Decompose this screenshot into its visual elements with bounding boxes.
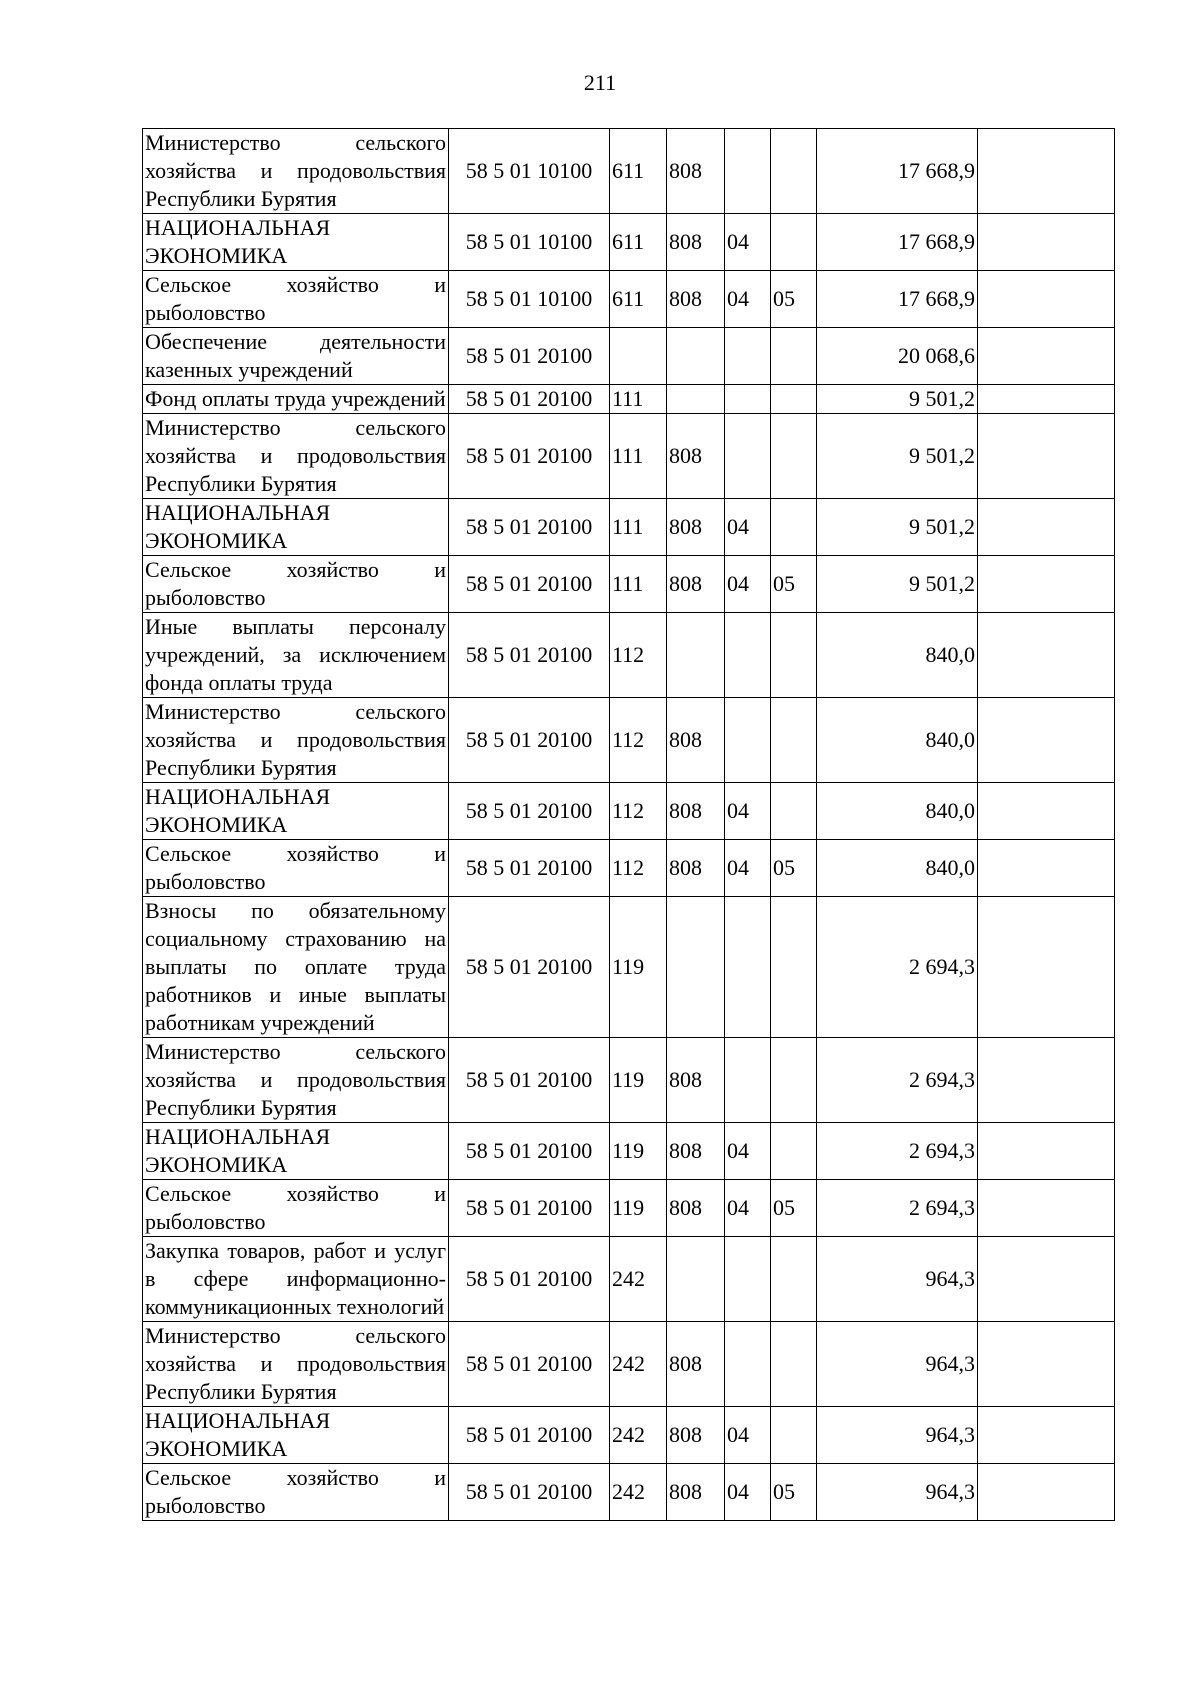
cell-target-code: 58 5 01 20100 bbox=[449, 897, 610, 1038]
cell-section bbox=[725, 1322, 771, 1407]
cell-amount: 9 501,2 bbox=[817, 414, 978, 499]
cell-subsection bbox=[771, 1407, 817, 1464]
budget-table bbox=[142, 128, 1115, 1521]
cell-administrator: 808 bbox=[667, 1464, 725, 1521]
cell-target-code: 58 5 01 20100 bbox=[449, 1180, 610, 1237]
cell-name: Министерство сельского хозяйства и продовольствия Республики Бурятия bbox=[143, 414, 449, 499]
cell-amount: 964,3 bbox=[817, 1464, 978, 1521]
cell-subsection bbox=[771, 414, 817, 499]
cell-expense-type bbox=[610, 328, 667, 385]
cell-subsection bbox=[771, 613, 817, 698]
cell-expense-type: 119 bbox=[610, 1123, 667, 1180]
cell-subsection: 05 bbox=[771, 271, 817, 328]
cell-target-code: 58 5 01 20100 bbox=[449, 414, 610, 499]
cell-expense-type: 112 bbox=[610, 613, 667, 698]
cell-target-code: 58 5 01 20100 bbox=[449, 783, 610, 840]
cell-administrator: 808 bbox=[667, 214, 725, 271]
cell-target-code: 58 5 01 20100 bbox=[449, 1123, 610, 1180]
table-row bbox=[143, 129, 1115, 214]
cell-section bbox=[725, 328, 771, 385]
cell-amount: 9 501,2 bbox=[817, 556, 978, 613]
table-body bbox=[143, 129, 1115, 1521]
cell-section bbox=[725, 897, 771, 1038]
cell-expense-type: 119 bbox=[610, 897, 667, 1038]
cell-amount: 2 694,3 bbox=[817, 1038, 978, 1123]
cell-section bbox=[725, 385, 771, 414]
cell-amount: 964,3 bbox=[817, 1322, 978, 1407]
cell-section: 04 bbox=[725, 1464, 771, 1521]
cell-section: 04 bbox=[725, 783, 771, 840]
cell-extra bbox=[978, 214, 1115, 271]
cell-extra bbox=[978, 783, 1115, 840]
cell-administrator bbox=[667, 613, 725, 698]
cell-extra bbox=[978, 1123, 1115, 1180]
cell-extra bbox=[978, 840, 1115, 897]
cell-name: Закупка товаров, работ и услуг в сфере информационно-коммуникационных технологий bbox=[143, 1237, 449, 1322]
cell-subsection: 05 bbox=[771, 1464, 817, 1521]
cell-amount: 840,0 bbox=[817, 783, 978, 840]
cell-section: 04 bbox=[725, 1407, 771, 1464]
cell-subsection bbox=[771, 1038, 817, 1123]
cell-target-code: 58 5 01 20100 bbox=[449, 499, 610, 556]
cell-section: 04 bbox=[725, 1180, 771, 1237]
table-row bbox=[143, 499, 1115, 556]
cell-amount: 9 501,2 bbox=[817, 385, 978, 414]
cell-name: Фонд оплаты труда учреждений bbox=[143, 385, 449, 414]
cell-section bbox=[725, 698, 771, 783]
cell-extra bbox=[978, 414, 1115, 499]
table-row bbox=[143, 414, 1115, 499]
cell-extra bbox=[978, 1180, 1115, 1237]
cell-extra bbox=[978, 1322, 1115, 1407]
cell-expense-type: 611 bbox=[610, 271, 667, 328]
table-row bbox=[143, 1464, 1115, 1521]
cell-subsection bbox=[771, 698, 817, 783]
cell-amount: 2 694,3 bbox=[817, 1180, 978, 1237]
cell-target-code: 58 5 01 20100 bbox=[449, 1322, 610, 1407]
table-row bbox=[143, 1407, 1115, 1464]
cell-target-code: 58 5 01 20100 bbox=[449, 1407, 610, 1464]
cell-administrator bbox=[667, 1237, 725, 1322]
cell-expense-type: 611 bbox=[610, 129, 667, 214]
cell-subsection bbox=[771, 214, 817, 271]
cell-extra bbox=[978, 698, 1115, 783]
cell-section: 04 bbox=[725, 214, 771, 271]
cell-section bbox=[725, 1237, 771, 1322]
cell-expense-type: 119 bbox=[610, 1038, 667, 1123]
cell-subsection bbox=[771, 129, 817, 214]
cell-name: Министерство сельского хозяйства и продовольствия Республики Бурятия bbox=[143, 129, 449, 214]
table-row bbox=[143, 1038, 1115, 1123]
cell-section bbox=[725, 414, 771, 499]
cell-section: 04 bbox=[725, 556, 771, 613]
cell-administrator bbox=[667, 385, 725, 414]
cell-name: НАЦИОНАЛЬНАЯ ЭКОНОМИКА bbox=[143, 499, 449, 556]
cell-expense-type: 242 bbox=[610, 1237, 667, 1322]
table-row bbox=[143, 1180, 1115, 1237]
cell-name: Министерство сельского хозяйства и продовольствия Республики Бурятия bbox=[143, 1038, 449, 1123]
cell-target-code: 58 5 01 20100 bbox=[449, 1237, 610, 1322]
cell-expense-type: 242 bbox=[610, 1407, 667, 1464]
cell-extra bbox=[978, 1237, 1115, 1322]
cell-extra bbox=[978, 385, 1115, 414]
cell-subsection: 05 bbox=[771, 840, 817, 897]
cell-name: Обеспечение деятельности казенных учреждений bbox=[143, 328, 449, 385]
cell-target-code: 58 5 01 20100 bbox=[449, 1464, 610, 1521]
cell-expense-type: 112 bbox=[610, 783, 667, 840]
cell-name: Министерство сельского хозяйства и продовольствия Республики Бурятия bbox=[143, 698, 449, 783]
cell-administrator: 808 bbox=[667, 783, 725, 840]
cell-target-code: 58 5 01 20100 bbox=[449, 556, 610, 613]
table-row bbox=[143, 1322, 1115, 1407]
cell-expense-type: 119 bbox=[610, 1180, 667, 1237]
table-row bbox=[143, 840, 1115, 897]
cell-extra bbox=[978, 556, 1115, 613]
cell-subsection bbox=[771, 1123, 817, 1180]
cell-name: Сельское хозяйство и рыболовство bbox=[143, 840, 449, 897]
cell-subsection: 05 bbox=[771, 556, 817, 613]
cell-subsection bbox=[771, 328, 817, 385]
cell-amount: 2 694,3 bbox=[817, 1123, 978, 1180]
cell-expense-type: 112 bbox=[610, 698, 667, 783]
cell-administrator bbox=[667, 328, 725, 385]
cell-administrator: 808 bbox=[667, 1123, 725, 1180]
cell-name: Сельское хозяйство и рыболовство bbox=[143, 1180, 449, 1237]
cell-expense-type: 242 bbox=[610, 1322, 667, 1407]
cell-extra bbox=[978, 499, 1115, 556]
cell-extra bbox=[978, 613, 1115, 698]
cell-amount: 840,0 bbox=[817, 613, 978, 698]
cell-target-code: 58 5 01 20100 bbox=[449, 328, 610, 385]
cell-name: Министерство сельского хозяйства и продовольствия Республики Бурятия bbox=[143, 1322, 449, 1407]
cell-extra bbox=[978, 1038, 1115, 1123]
cell-expense-type: 611 bbox=[610, 214, 667, 271]
cell-administrator: 808 bbox=[667, 499, 725, 556]
cell-name: НАЦИОНАЛЬНАЯ ЭКОНОМИКА bbox=[143, 214, 449, 271]
cell-amount: 840,0 bbox=[817, 698, 978, 783]
cell-section: 04 bbox=[725, 271, 771, 328]
cell-expense-type: 111 bbox=[610, 385, 667, 414]
cell-administrator: 808 bbox=[667, 1038, 725, 1123]
cell-administrator: 808 bbox=[667, 1322, 725, 1407]
table-row bbox=[143, 214, 1115, 271]
cell-subsection: 05 bbox=[771, 1180, 817, 1237]
cell-administrator: 808 bbox=[667, 414, 725, 499]
cell-subsection bbox=[771, 1237, 817, 1322]
table-row bbox=[143, 783, 1115, 840]
cell-extra bbox=[978, 328, 1115, 385]
cell-target-code: 58 5 01 10100 bbox=[449, 271, 610, 328]
cell-extra bbox=[978, 897, 1115, 1038]
cell-expense-type: 111 bbox=[610, 499, 667, 556]
cell-name: Взносы по обязательному социальному страхованию на выплаты по оплате труда работников и иные выплаты работникам учреждений bbox=[143, 897, 449, 1038]
cell-name: НАЦИОНАЛЬНАЯ ЭКОНОМИКА bbox=[143, 1407, 449, 1464]
table-row bbox=[143, 698, 1115, 783]
cell-name: Сельское хозяйство и рыболовство bbox=[143, 271, 449, 328]
page-number: 211 bbox=[583, 70, 617, 95]
cell-target-code: 58 5 01 20100 bbox=[449, 1038, 610, 1123]
table-row bbox=[143, 1237, 1115, 1322]
cell-name: Сельское хозяйство и рыболовство bbox=[143, 1464, 449, 1521]
cell-amount: 17 668,9 bbox=[817, 271, 978, 328]
cell-amount: 9 501,2 bbox=[817, 499, 978, 556]
cell-target-code: 58 5 01 10100 bbox=[449, 214, 610, 271]
cell-name: НАЦИОНАЛЬНАЯ ЭКОНОМИКА bbox=[143, 783, 449, 840]
cell-expense-type: 111 bbox=[610, 556, 667, 613]
cell-administrator: 808 bbox=[667, 1407, 725, 1464]
cell-expense-type: 111 bbox=[610, 414, 667, 499]
cell-subsection bbox=[771, 499, 817, 556]
cell-amount: 964,3 bbox=[817, 1407, 978, 1464]
cell-section bbox=[725, 613, 771, 698]
table-row bbox=[143, 613, 1115, 698]
cell-amount: 964,3 bbox=[817, 1237, 978, 1322]
cell-target-code: 58 5 01 20100 bbox=[449, 698, 610, 783]
cell-extra bbox=[978, 271, 1115, 328]
cell-administrator: 808 bbox=[667, 129, 725, 214]
cell-target-code: 58 5 01 20100 bbox=[449, 385, 610, 414]
cell-amount: 17 668,9 bbox=[817, 214, 978, 271]
table-row bbox=[143, 328, 1115, 385]
cell-section bbox=[725, 1038, 771, 1123]
cell-subsection bbox=[771, 897, 817, 1038]
table-row bbox=[143, 897, 1115, 1038]
cell-name: НАЦИОНАЛЬНАЯ ЭКОНОМИКА bbox=[143, 1123, 449, 1180]
cell-administrator: 808 bbox=[667, 1180, 725, 1237]
cell-target-code: 58 5 01 20100 bbox=[449, 840, 610, 897]
cell-extra bbox=[978, 1407, 1115, 1464]
cell-section bbox=[725, 129, 771, 214]
cell-section: 04 bbox=[725, 499, 771, 556]
cell-amount: 840,0 bbox=[817, 840, 978, 897]
cell-expense-type: 112 bbox=[610, 840, 667, 897]
cell-expense-type: 242 bbox=[610, 1464, 667, 1521]
cell-target-code: 58 5 01 20100 bbox=[449, 613, 610, 698]
table-row bbox=[143, 1123, 1115, 1180]
cell-subsection bbox=[771, 385, 817, 414]
table-row bbox=[143, 385, 1115, 414]
cell-extra bbox=[978, 129, 1115, 214]
cell-administrator bbox=[667, 897, 725, 1038]
cell-amount: 20 068,6 bbox=[817, 328, 978, 385]
cell-name: Иные выплаты персоналу учреждений, за исключением фонда оплаты труда bbox=[143, 613, 449, 698]
cell-subsection bbox=[771, 1322, 817, 1407]
table-row bbox=[143, 556, 1115, 613]
cell-administrator: 808 bbox=[667, 840, 725, 897]
cell-target-code: 58 5 01 10100 bbox=[449, 129, 610, 214]
cell-subsection bbox=[771, 783, 817, 840]
cell-section: 04 bbox=[725, 1123, 771, 1180]
cell-name: Сельское хозяйство и рыболовство bbox=[143, 556, 449, 613]
cell-administrator: 808 bbox=[667, 271, 725, 328]
cell-extra bbox=[978, 1464, 1115, 1521]
cell-administrator: 808 bbox=[667, 556, 725, 613]
cell-administrator: 808 bbox=[667, 698, 725, 783]
cell-amount: 2 694,3 bbox=[817, 897, 978, 1038]
table-row bbox=[143, 271, 1115, 328]
cell-amount: 17 668,9 bbox=[817, 129, 978, 214]
cell-section: 04 bbox=[725, 840, 771, 897]
